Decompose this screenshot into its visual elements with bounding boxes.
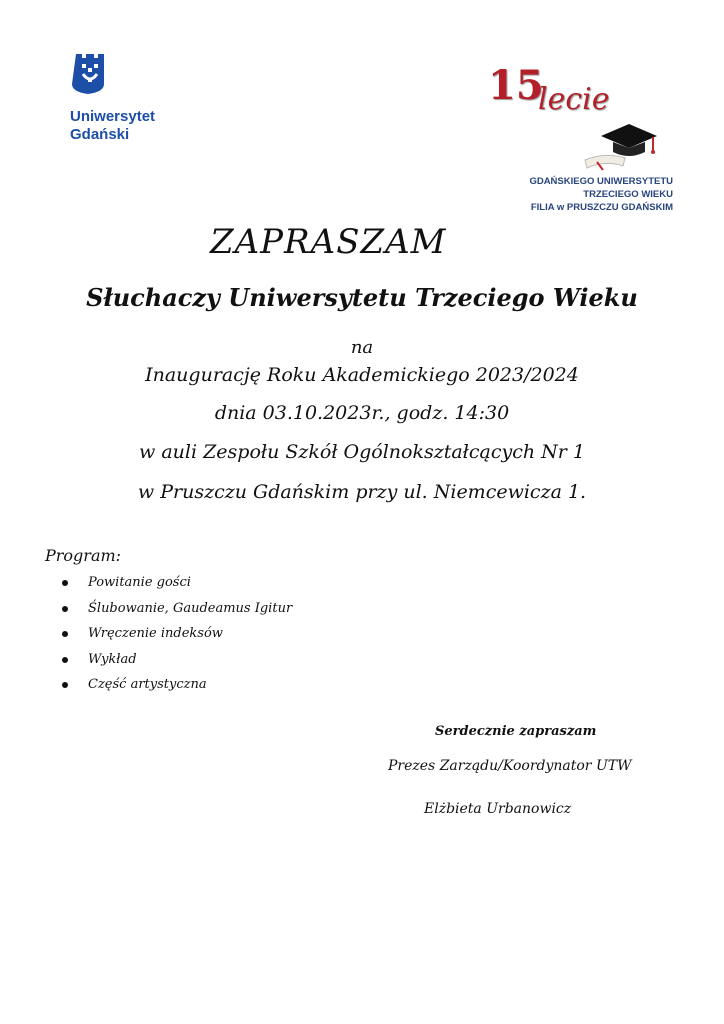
invitation-audience: Słuchaczy Uniwersytetu Trzeciego Wieku <box>86 283 638 312</box>
list-item <box>60 676 292 702</box>
signature-greeting: Serdecznie zapraszam <box>435 724 597 739</box>
anniversary-logo <box>486 62 676 217</box>
university-name-line1: Uniwersytet <box>70 108 156 125</box>
shield-icon <box>72 50 108 94</box>
invitation-line-date: dnia 03.10.2023r., godz. 14:30 <box>214 402 510 424</box>
bullet-icon <box>62 580 68 586</box>
list-item <box>60 625 292 651</box>
list-item <box>60 651 292 677</box>
bullet-icon <box>62 631 68 637</box>
program-item-label: Część artystyczna <box>88 677 207 692</box>
invitation-line-venue: w auli Zespołu Szkół Ogólnokształcących Nr 1 <box>139 441 585 463</box>
anniversary-word: lecie <box>538 82 610 117</box>
invitation-line-event: Inaugurację Roku Akademickiego 2023/2024 <box>145 364 579 386</box>
program-item-label: Powitanie gości <box>88 575 191 590</box>
graduation-cap-icon <box>583 122 658 172</box>
bullet-icon <box>62 682 68 688</box>
program-heading: Program: <box>45 546 122 565</box>
signature-role: Prezes Zarządu/Koordynator UTW <box>388 758 632 774</box>
bullet-icon <box>62 657 68 663</box>
signature-name: Elżbieta Urbanowicz <box>424 801 572 817</box>
list-item <box>60 600 292 626</box>
anniversary-subtitle-line2: TRZECIEGO WIEKU <box>583 189 673 200</box>
invitation-line-na: na <box>350 337 374 358</box>
anniversary-subtitle-line1: GDAŃSKIEGO UNIWERSYTETU <box>529 176 673 187</box>
invitation-line-address: w Pruszczu Gdańskim przy ul. Niemcewicza 1. <box>137 481 587 503</box>
anniversary-number: 15 <box>488 62 544 109</box>
university-logo <box>70 50 190 144</box>
bullet-icon <box>62 606 68 612</box>
program-item-label: Wykład <box>88 651 137 667</box>
program-item-label: Wręczenie indeksów <box>88 626 223 641</box>
program-item-label: Ślubowanie, Gaudeamus Igitur <box>88 600 293 616</box>
program-list <box>60 574 292 702</box>
anniversary-subtitle-line3: FILIA w PRUSZCZU GDAŃSKIM <box>530 202 673 213</box>
invitation-title: ZAPRASZAM <box>210 222 447 262</box>
university-name-line2: Gdański <box>70 126 130 143</box>
list-item <box>60 574 292 600</box>
